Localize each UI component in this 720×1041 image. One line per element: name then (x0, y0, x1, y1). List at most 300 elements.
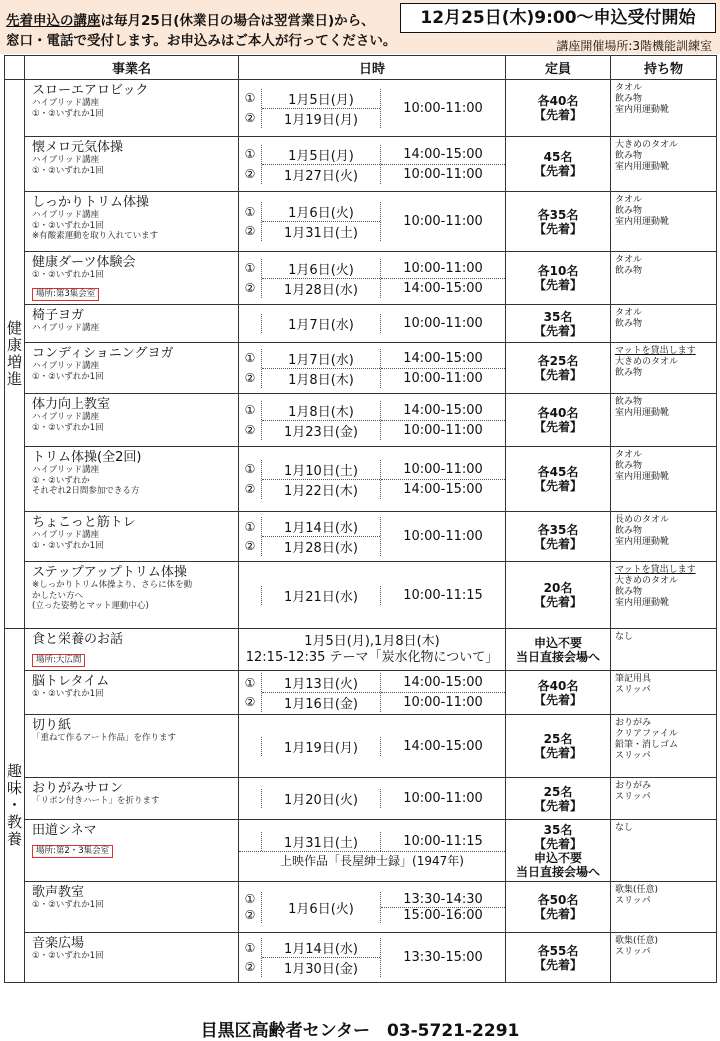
session-time: 14:00-15:00 (403, 350, 483, 366)
item-entry: 鉛筆・消しゴム (615, 740, 679, 750)
course-name: コンディショニングヨガ (32, 346, 174, 361)
datetime-grid (239, 349, 505, 388)
item-entry: スリッパ (615, 792, 651, 802)
session-date: 1月22日(木) (262, 479, 380, 499)
course-name-cell (25, 933, 239, 983)
session-date: 1月16日(金) (262, 692, 380, 712)
item-entry: 歌集(任意) (615, 936, 659, 946)
category-char: ・ (6, 796, 22, 814)
datetime-cell (239, 820, 506, 882)
column-header-datetime: 日時 (239, 56, 506, 80)
datetime-grid (239, 789, 505, 808)
session-markers (239, 938, 262, 977)
session-marker: ② (244, 481, 256, 496)
session-time: 14:00-15:00 (403, 675, 483, 690)
datetime-cell (239, 80, 506, 137)
session-markers (239, 89, 262, 128)
session-date: 1月7日(水) (288, 318, 354, 333)
item-entry: タオル (615, 450, 643, 460)
course-name-cell (25, 882, 239, 933)
session-marker: ② (244, 224, 256, 239)
course-note: 「リボン付きハート」を折ります (32, 796, 160, 806)
course-note: ①・②いずれか1回 (32, 108, 104, 119)
items-cell (611, 933, 717, 983)
capacity-line: 申込不要 (533, 635, 582, 650)
item-entry: 室内用運動靴 (615, 408, 670, 418)
datetime-cell (239, 447, 506, 512)
datetime-grid (239, 259, 505, 298)
datetime-cell (239, 715, 506, 778)
header-line-1 (6, 9, 375, 29)
session-marker: ② (244, 539, 256, 554)
datetime-grid (239, 314, 505, 333)
course-note: ハイブリッド講座 (32, 530, 100, 540)
capacity-line: 【先着】 (533, 746, 582, 760)
datetime-cell (239, 394, 506, 447)
capacity-line: 当日直接会場へ (515, 649, 600, 664)
table-row (5, 778, 717, 820)
datetime-cell (239, 192, 506, 252)
session-time: 14:00-15:00 (403, 738, 483, 754)
items-cell (611, 137, 717, 192)
item-entry: なし (615, 632, 634, 642)
session-marker: ① (244, 147, 256, 162)
column-header-capacity: 定員 (506, 56, 611, 80)
item-entry: スリッパ (615, 685, 651, 695)
session-times (381, 789, 505, 808)
session-times (381, 586, 505, 605)
session-date: 1月28日(水) (262, 278, 380, 298)
session-times (381, 349, 505, 388)
category-char: 康 (6, 336, 22, 354)
session-time: 10:00-11:00 (403, 791, 483, 806)
session-date: 1月13日(火) (284, 677, 358, 692)
category-char: 味 (6, 779, 22, 797)
course-name-cell (25, 80, 239, 137)
items-cell (611, 512, 717, 562)
table-row (5, 137, 717, 192)
session-time: 10:00-11:00 (403, 214, 483, 229)
column-header-items: 持ち物 (611, 56, 717, 80)
datetime-grid (239, 401, 505, 440)
session-dates (262, 89, 381, 128)
film-title: 上映作品「長屋紳士録」(1947年) (239, 851, 505, 869)
session-time: 10:00-11:15 (403, 834, 483, 849)
course-note: ハイブリッド講座 (32, 210, 100, 220)
datetime-cell (239, 512, 506, 562)
datetime-grid (239, 202, 505, 241)
course-note: ※有酸素運動を取り入れています (32, 231, 159, 241)
table-row (5, 394, 717, 447)
session-date: 1月6日(火) (288, 262, 354, 278)
items-cell (611, 562, 717, 629)
course-name: ステップアップトリム体操 (32, 565, 187, 580)
course-note: ハイブリッド講座 (32, 155, 100, 165)
session-times (381, 892, 505, 923)
item-entry: 飲み物 (615, 319, 643, 329)
session-markers (239, 349, 262, 388)
items-cell (611, 252, 717, 305)
session-marker: ① (244, 351, 256, 366)
course-note: ①・②いずれか1回 (32, 165, 104, 176)
header-line-2: 窓口・電話で受付します。お申込みはご本人が行ってください。 (6, 33, 397, 49)
session-times (381, 89, 505, 128)
session-date: 1月30日(金) (262, 957, 380, 977)
item-entry: 室内用運動靴 (615, 217, 670, 227)
course-note: ①・②いずれか1回 (32, 371, 104, 382)
capacity-cell (506, 447, 611, 512)
item-entry: スリッパ (615, 896, 651, 906)
session-date: 1月14日(水) (284, 521, 358, 536)
datetime-cell (239, 562, 506, 629)
table-row (5, 80, 717, 137)
session-marker: ② (244, 695, 256, 710)
items-cell (611, 192, 717, 252)
item-entry: 室内用運動靴 (615, 598, 670, 608)
capacity-line: 各25名 (537, 354, 579, 368)
item-entry: 大きめのタオル (615, 357, 679, 367)
session-date: 1月7日(水) (288, 352, 354, 368)
session-marker: ② (244, 422, 256, 437)
item-entry: 飲み物 (615, 368, 643, 378)
items-cell (611, 820, 717, 882)
capacity-cell (506, 512, 611, 562)
datetime-cell (239, 778, 506, 820)
session-marker: ② (244, 907, 256, 922)
session-date: 1月8日(木) (288, 404, 354, 420)
course-name: 食と栄養のお話 (32, 632, 124, 647)
venue-note: 講座開催場所:3階機能訓練室 (556, 39, 712, 53)
course-note: ①・②いずれか1回 (32, 900, 104, 910)
course-note: それぞれ2日間参加できる方 (32, 486, 140, 496)
capacity-cell (506, 882, 611, 933)
items-cell (611, 394, 717, 447)
capacity-line: 各50名 (537, 893, 579, 907)
item-entry: タオル (615, 308, 643, 318)
capacity-line: 各40名 (537, 94, 579, 108)
capacity-cell (506, 343, 611, 394)
capacity-cell (506, 933, 611, 983)
session-dates (262, 314, 381, 333)
capacity-cell (506, 252, 611, 305)
session-times (381, 145, 505, 184)
session-marker: ① (244, 91, 256, 106)
table-row (5, 252, 717, 305)
datetime-grid (239, 460, 505, 499)
datetime-cell (239, 343, 506, 394)
course-note: ※しっかりトリム体操より、さらに体を動 (32, 580, 193, 590)
items-cell (611, 80, 717, 137)
datetime-cell (239, 933, 506, 983)
course-note: ①・②いずれか (32, 475, 90, 486)
course-note: 「重ねて作るアート作品」を作ります (32, 733, 177, 743)
session-date: 1月28日(水) (262, 536, 380, 556)
category-char: 健 (6, 319, 22, 337)
capacity-cell (506, 715, 611, 778)
category-char: 教 (6, 813, 22, 831)
session-markers (239, 892, 262, 923)
session-markers (239, 832, 262, 851)
capacity-line: 【先着】 (533, 368, 582, 382)
item-entry: 飲み物 (615, 461, 643, 471)
item-entry: 歌集(任意) (615, 885, 659, 895)
item-entry: タオル (615, 83, 643, 93)
place-badge: 場所:第3集会室 (32, 288, 99, 301)
course-name-cell (25, 629, 239, 671)
session-markers (239, 401, 262, 440)
session-date: 1月21日(水) (284, 589, 358, 605)
datetime-cell (239, 252, 506, 305)
session-time: 10:00-11:00 (403, 100, 483, 116)
item-entry: 大きめのタオル (615, 576, 679, 586)
session-times (381, 460, 505, 499)
course-name: 懐メロ元気体操 (32, 140, 124, 155)
place-wrap (32, 281, 234, 301)
place-badge: 場所:大広間 (32, 654, 85, 667)
item-entry: おりがみ (615, 718, 652, 728)
table-header-row (5, 56, 717, 80)
footer-contact: 目黒区高齢者センター 03-5721-2291 (200, 1021, 520, 1041)
datetime-grid (239, 89, 505, 128)
course-note: ①・②いずれか1回 (32, 220, 104, 231)
capacity-cell (506, 305, 611, 343)
items-cell (611, 343, 717, 394)
item-entry: なし (615, 823, 634, 833)
category-char: 進 (6, 370, 22, 388)
place-badge: 場所:第2・3集会室 (32, 845, 113, 858)
session-times (381, 517, 505, 556)
capacity-line: 【先着】 (533, 692, 582, 707)
session-dates (262, 202, 381, 241)
session-date: 1月14日(水) (284, 942, 358, 957)
session-dates (262, 737, 381, 756)
datetime-grid (239, 892, 505, 923)
table-row (5, 629, 717, 671)
capacity-line: 当日直接会場へ (515, 864, 600, 879)
item-entry: スリッパ (615, 751, 651, 761)
capacity-line: 【先着】 (533, 420, 582, 434)
session-dates (262, 673, 381, 712)
session-times (381, 401, 505, 440)
capacity-line: 35名 (543, 822, 573, 837)
datetime-cell (239, 882, 506, 933)
session-times (381, 737, 505, 756)
session-time: 10:00-11:00 (403, 529, 483, 544)
session-markers (239, 314, 262, 333)
course-name: スローエアロビック (32, 83, 149, 98)
capacity-line: 【先着】 (533, 798, 582, 813)
session-dates (262, 517, 381, 556)
course-name: 脳トレタイム (32, 674, 110, 689)
session-date: 1月10日(土) (284, 463, 358, 479)
table-row (5, 447, 717, 512)
session-marker: ① (244, 519, 256, 534)
course-note: (立った姿勢とマット運動中心) (32, 601, 149, 611)
item-entry: タオル (615, 255, 643, 265)
session-date: 1月5日(月) (288, 92, 354, 108)
course-name: おりがみサロン (32, 781, 124, 796)
session-date: 1月6日(火) (288, 206, 354, 221)
course-name: 健康ダーツ体験会 (32, 255, 136, 270)
datetime-line: 1月5日(月),1月8日(木) (304, 633, 440, 649)
course-name-cell (25, 305, 239, 343)
table-row (5, 882, 717, 933)
session-marker: ① (244, 462, 256, 477)
session-time: 10:00-11:00 (381, 692, 505, 712)
course-name-cell (25, 394, 239, 447)
category-char: 養 (6, 830, 22, 848)
item-entry: 室内用運動靴 (615, 537, 670, 547)
session-date: 1月23日(金) (262, 420, 380, 440)
session-dates (262, 401, 381, 440)
table-row (5, 820, 717, 882)
datetime-span (239, 634, 505, 666)
item-entry: 室内用運動靴 (615, 472, 670, 482)
session-marker: ② (244, 960, 256, 975)
course-name: 体力向上教室 (32, 397, 111, 412)
capacity-line: 【先着】 (533, 164, 582, 178)
session-marker: ① (244, 892, 256, 907)
session-markers (239, 202, 262, 241)
item-entry: 飲み物 (615, 94, 643, 104)
capacity-line: 【先着】 (533, 221, 582, 236)
table-row (5, 512, 717, 562)
datetime-grid (239, 586, 505, 605)
session-marker: ① (244, 261, 256, 276)
session-marker: ① (244, 403, 256, 418)
schedule-table (4, 55, 717, 983)
session-markers (239, 789, 262, 808)
session-date: 1月19日(月) (262, 108, 380, 128)
items-cell (611, 778, 717, 820)
item-entry: 飲み物 (615, 526, 643, 536)
table-row (5, 343, 717, 394)
course-name-cell (25, 137, 239, 192)
datetime-with-film (239, 832, 505, 869)
session-markers (239, 673, 262, 712)
capacity-cell (506, 629, 611, 671)
session-time: 10:00-11:00 (381, 368, 505, 388)
session-markers (239, 586, 262, 605)
course-name-cell (25, 512, 239, 562)
session-date: 1月8日(木) (262, 368, 380, 388)
capacity-line: 各40名 (537, 678, 579, 693)
datetime-grid (239, 832, 505, 851)
item-entry: 飲み物 (615, 151, 643, 161)
session-date: 1月27日(火) (262, 164, 380, 184)
capacity-cell (506, 778, 611, 820)
datetime-cell (239, 671, 506, 715)
capacity-cell (506, 562, 611, 629)
course-name-cell (25, 778, 239, 820)
capacity-cell (506, 820, 611, 882)
capacity-line: 各35名 (537, 522, 579, 537)
session-marker: ① (244, 675, 256, 690)
datetime-grid (239, 145, 505, 184)
session-time: 10:00-11:00 (403, 461, 483, 477)
course-note: ハイブリッド講座 (32, 361, 100, 371)
datetime-cell (239, 629, 506, 671)
table-row (5, 671, 717, 715)
session-dates (262, 460, 381, 499)
item-entry: 飲み物 (615, 206, 643, 216)
item-entry: 長めのタオル (615, 515, 670, 525)
session-marker: ① (244, 204, 256, 219)
session-times (381, 314, 505, 333)
session-dates (262, 892, 381, 923)
course-name-cell (25, 192, 239, 252)
session-dates (262, 938, 381, 977)
session-times (381, 832, 505, 851)
session-markers (239, 517, 262, 556)
session-dates (262, 145, 381, 184)
course-name: ちょこっと筋トレ (32, 515, 136, 530)
course-name-cell (25, 252, 239, 305)
datetime-cell (239, 305, 506, 343)
datetime-line: 12:15-12:35 テーマ「炭水化物について」 (245, 649, 499, 665)
course-name: トリム体操(全2回) (32, 450, 142, 465)
session-marker: ② (244, 370, 256, 385)
course-note: かしたい方へ (32, 590, 84, 601)
course-name-cell (25, 343, 239, 394)
session-time: 10:00-11:00 (403, 316, 483, 331)
capacity-line: 【先着】 (533, 278, 582, 292)
item-entry: 飲み物 (615, 266, 643, 276)
capacity-line: 各45名 (537, 465, 579, 479)
capacity-line: 申込不要 (533, 850, 582, 865)
capacity-line: 【先着】 (533, 836, 582, 851)
datetime-grid (239, 673, 505, 712)
capacity-line: 【先着】 (533, 323, 582, 338)
capacity-cell (506, 671, 611, 715)
session-time: 14:00-15:00 (403, 402, 483, 418)
session-time: 13:30-15:00 (403, 950, 483, 965)
course-note: ①・②いずれか1回 (32, 951, 104, 961)
items-cell (611, 305, 717, 343)
session-time: 14:00-15:00 (403, 146, 483, 162)
course-name-cell (25, 447, 239, 512)
course-name-cell (25, 562, 239, 629)
capacity-line: 35名 (543, 309, 573, 324)
session-time: 10:00-11:00 (381, 164, 505, 184)
item-entry: 飲み物 (615, 397, 643, 407)
session-markers (239, 737, 262, 756)
capacity-line: 【先着】 (533, 479, 582, 493)
session-date: 1月31日(土) (262, 221, 380, 241)
session-date: 1月31日(土) (284, 836, 358, 851)
capacity-line: 20名 (543, 581, 573, 595)
session-time: 10:00-11:00 (381, 420, 505, 440)
course-note: ハイブリッド講座 (32, 465, 100, 475)
datetime-grid (239, 737, 505, 756)
item-entry: 室内用運動靴 (615, 162, 670, 172)
session-time: 10:00-11:00 (403, 260, 483, 276)
course-note: ①・②いずれか1回 (32, 270, 104, 280)
session-markers (239, 145, 262, 184)
session-marker: ① (244, 940, 256, 955)
place-wrap (32, 838, 234, 858)
capacity-line: 25名 (543, 784, 573, 799)
session-marker: ② (244, 166, 256, 181)
header-line1-rest: は毎月25日(休業日の場合は翌営業日)から、 (100, 13, 375, 29)
session-time: 10:00-11:15 (403, 587, 483, 603)
session-dates (262, 259, 381, 298)
table-row (5, 305, 717, 343)
session-markers (239, 460, 262, 499)
capacity-line: 【先着】 (533, 536, 582, 551)
course-note: ハイブリッド講座 (32, 323, 100, 333)
session-time: 14:00-15:00 (381, 479, 505, 499)
